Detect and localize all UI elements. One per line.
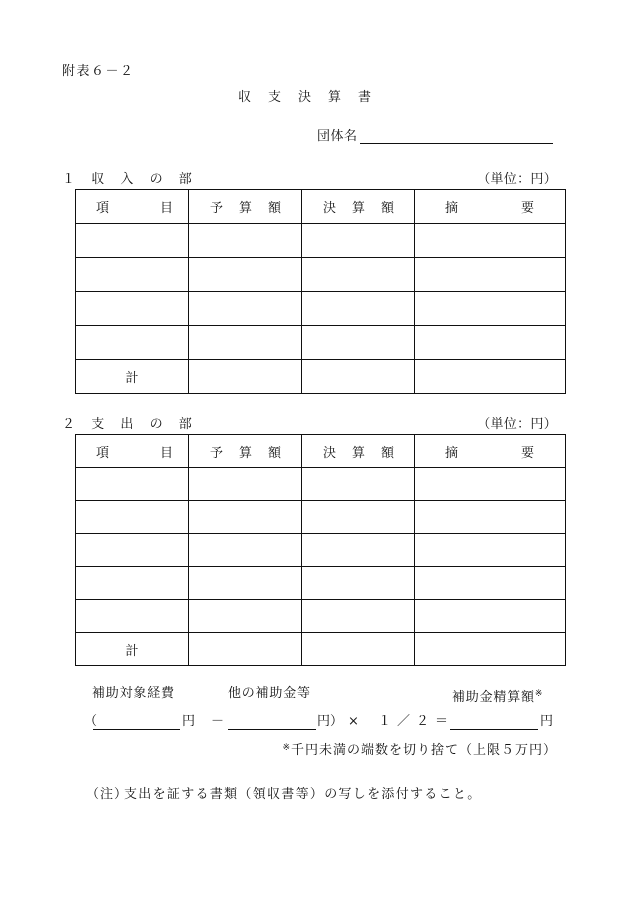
formula-open-paren: （ <box>84 714 98 729</box>
table-cell <box>415 326 566 360</box>
settled-amount-blank <box>450 714 538 730</box>
column-header-actual: 決 算 額 <box>302 435 415 468</box>
table-cell <box>189 567 302 600</box>
income-table <box>75 189 566 394</box>
table-header-row <box>76 190 566 224</box>
table-cell <box>302 292 415 326</box>
table-row <box>76 567 566 600</box>
table-cell <box>76 326 189 360</box>
column-header-item: 項 目 <box>76 435 189 468</box>
table-cell <box>189 501 302 534</box>
table-row <box>76 326 566 360</box>
column-header-budget: 予 算 額 <box>189 435 302 468</box>
organization-label: 団体名 <box>317 129 358 144</box>
table-cell <box>76 567 189 600</box>
table-cell <box>302 326 415 360</box>
table-row <box>76 600 566 633</box>
column-header-actual: 決 算 額 <box>302 190 415 224</box>
table-total-row <box>76 633 566 666</box>
table-cell <box>415 534 566 567</box>
table-cell <box>415 600 566 633</box>
footnote-text: 千円未満の端数を切り捨て（上限５万円） <box>290 743 557 758</box>
table-cell <box>76 600 189 633</box>
table-cell <box>76 501 189 534</box>
table-row <box>76 224 566 258</box>
table-cell <box>415 258 566 292</box>
table-cell <box>189 258 302 292</box>
other-subsidies-blank <box>228 714 316 730</box>
settled-amount-label-text: 補助金精算額 <box>452 690 535 705</box>
table-row <box>76 292 566 326</box>
table-cell <box>189 600 302 633</box>
table-cell <box>415 468 566 501</box>
table-cell <box>189 326 302 360</box>
column-header-remarks: 摘 要 <box>415 435 566 468</box>
other-subsidies-label: 他の補助金等 <box>228 686 311 701</box>
total-budget-cell <box>189 633 302 666</box>
eligible-expenses-label: 補助対象経費 <box>92 686 175 701</box>
table-cell <box>415 501 566 534</box>
column-header-budget: 予 算 額 <box>189 190 302 224</box>
organization-name-field <box>360 128 553 144</box>
asterisk-mark: ※ <box>282 743 291 753</box>
table-cell <box>302 567 415 600</box>
income-section-heading: １ 収 入 の 部 <box>62 172 194 187</box>
total-label: 計 <box>76 633 189 666</box>
income-unit-label: （単位：円） <box>477 172 557 187</box>
document-title: 収 支 決 算 書 <box>238 90 374 105</box>
form-number: 附表６－２ <box>62 64 135 79</box>
table-cell <box>189 292 302 326</box>
table-cell <box>302 600 415 633</box>
column-header-item: 項 目 <box>76 190 189 224</box>
settled-amount-label <box>452 686 543 706</box>
table-cell <box>76 258 189 292</box>
table-cell <box>76 292 189 326</box>
table-cell <box>415 224 566 258</box>
table-cell <box>302 224 415 258</box>
table-header-row <box>76 435 566 468</box>
table-row <box>76 534 566 567</box>
minus-sign: － <box>211 714 225 729</box>
table-row <box>76 258 566 292</box>
note-text: 支出を証する書類（領収書等）の写しを添付すること。 <box>124 787 482 802</box>
table-cell <box>189 468 302 501</box>
total-actual-cell <box>302 633 415 666</box>
table-cell <box>189 534 302 567</box>
table-cell <box>302 258 415 292</box>
table-total-row <box>76 360 566 394</box>
asterisk-mark: ※ <box>534 689 544 699</box>
table-cell <box>415 292 566 326</box>
note-label: （注） <box>86 787 129 802</box>
equals-sign: ＝ <box>435 714 449 729</box>
table-cell <box>302 501 415 534</box>
table-cell <box>415 567 566 600</box>
rounding-footnote <box>282 740 557 759</box>
yen-unit-close-paren: 円） <box>317 714 344 729</box>
table-row <box>76 468 566 501</box>
eligible-expenses-blank <box>93 714 180 730</box>
total-remarks-cell <box>415 360 566 394</box>
table-cell <box>76 468 189 501</box>
total-remarks-cell <box>415 633 566 666</box>
ratio-one-half: １／２ <box>378 714 436 729</box>
total-label: 計 <box>76 360 189 394</box>
table-cell <box>76 224 189 258</box>
total-actual-cell <box>302 360 415 394</box>
table-cell <box>189 224 302 258</box>
total-budget-cell <box>189 360 302 394</box>
column-header-remarks: 摘 要 <box>415 190 566 224</box>
table-cell <box>302 534 415 567</box>
yen-unit: 円 <box>540 714 554 729</box>
table-cell <box>76 534 189 567</box>
expenditure-unit-label: （単位：円） <box>477 417 557 432</box>
expenditure-section-heading: ２ 支 出 の 部 <box>62 417 194 432</box>
table-cell <box>302 468 415 501</box>
table-row <box>76 501 566 534</box>
times-sign: × <box>348 714 359 729</box>
expenditure-table <box>75 434 566 666</box>
yen-unit: 円 <box>182 714 196 729</box>
